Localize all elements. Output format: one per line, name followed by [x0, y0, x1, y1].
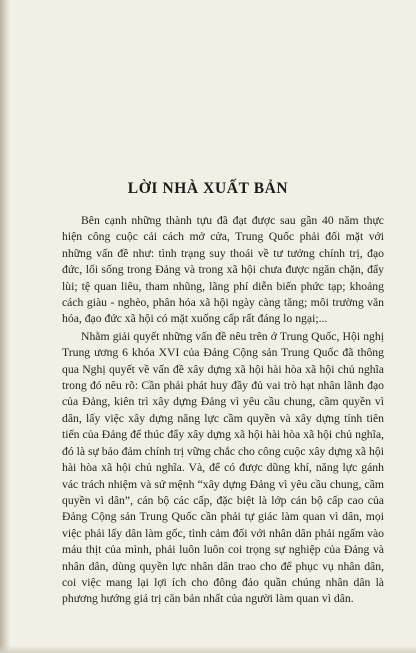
paragraph-2: Nhằm giải quyết những vấn đề nêu trên ở Trung Quốc, Hội nghị Trung ương 6 khóa XVI của Đảng Cộng sản Trung Quốc đã thông qua Nghị quyết về vấn đề xây dựng xã hội hài hòa xã hội chủ nghĩa trong đó nêu rõ: Cần phải phát huy đầy đủ vai trò hạt nhân lãnh đạo của Đảng, kiên trì xây dựng Đảng vì yêu cầu chung, cầm quyền vì dân, lấy việc xây dựng năng lực cầm quyền và xây dựng tính tiên tiến của Đảng để thúc đẩy xây dựng xã hội hài hòa xã hội chủ nghĩa, đó là sự bảo đảm chính trị vững chắc cho công cuộc xây dựng xã hội hài hòa xã hội chủ nghĩa. Và, để có được dũng khí, năng lực gánh vác trách nhiệm và sứ mệnh “xây dựng Đảng vì yêu cầu chung, cầm quyền vì dân”, cán bộ các cấp, đặc biệt là lớp cán bộ cấp cao của Đảng Cộng sản Trung Quốc cần phải tự giác làm quan vì dân, mọi việc phải lấy dân làm gốc, tình cảm đối với nhân dân phải ngấm vào máu thịt của mình, phải luôn luôn coi trọng sự nghiệp của Đảng và nhân dân, dùng quyền lực nhân dân trao cho để phục vụ nhân dân, coi việc mang lại lợi ích cho đông đảo quần chúng nhân dân là phương hướng giá trị căn bản nhất của người làm quan vì dân. [62, 329, 384, 606]
page-title: LỜI NHÀ XUẤT BẢN [127, 180, 289, 197]
body-text [62, 213, 384, 608]
paragraph-1: Bên cạnh những thành tựu đã đạt được sau gần 40 năm thực hiện công cuộc cải cách mở cửa, Trung Quốc phải đối mặt với những vấn đề như: tình trạng suy thoái về tư tưởng chính trị, đạo đức, lối sống trong Đảng và trong xã hội chưa được ngăn chặn, đẩy lùi; tệ quan liêu, tham nhũng, lãng phí diễn biến phức tạp; khoảng cách giàu - nghèo, phân hóa xã hội ngày càng tăng; môi trường văn hóa, đạo đức xã hội có mặt xuống cấp rất đáng lo ngại;... [62, 214, 384, 326]
page-gutter-shadow [0, 0, 10, 653]
page-bottom-edge [0, 645, 416, 653]
